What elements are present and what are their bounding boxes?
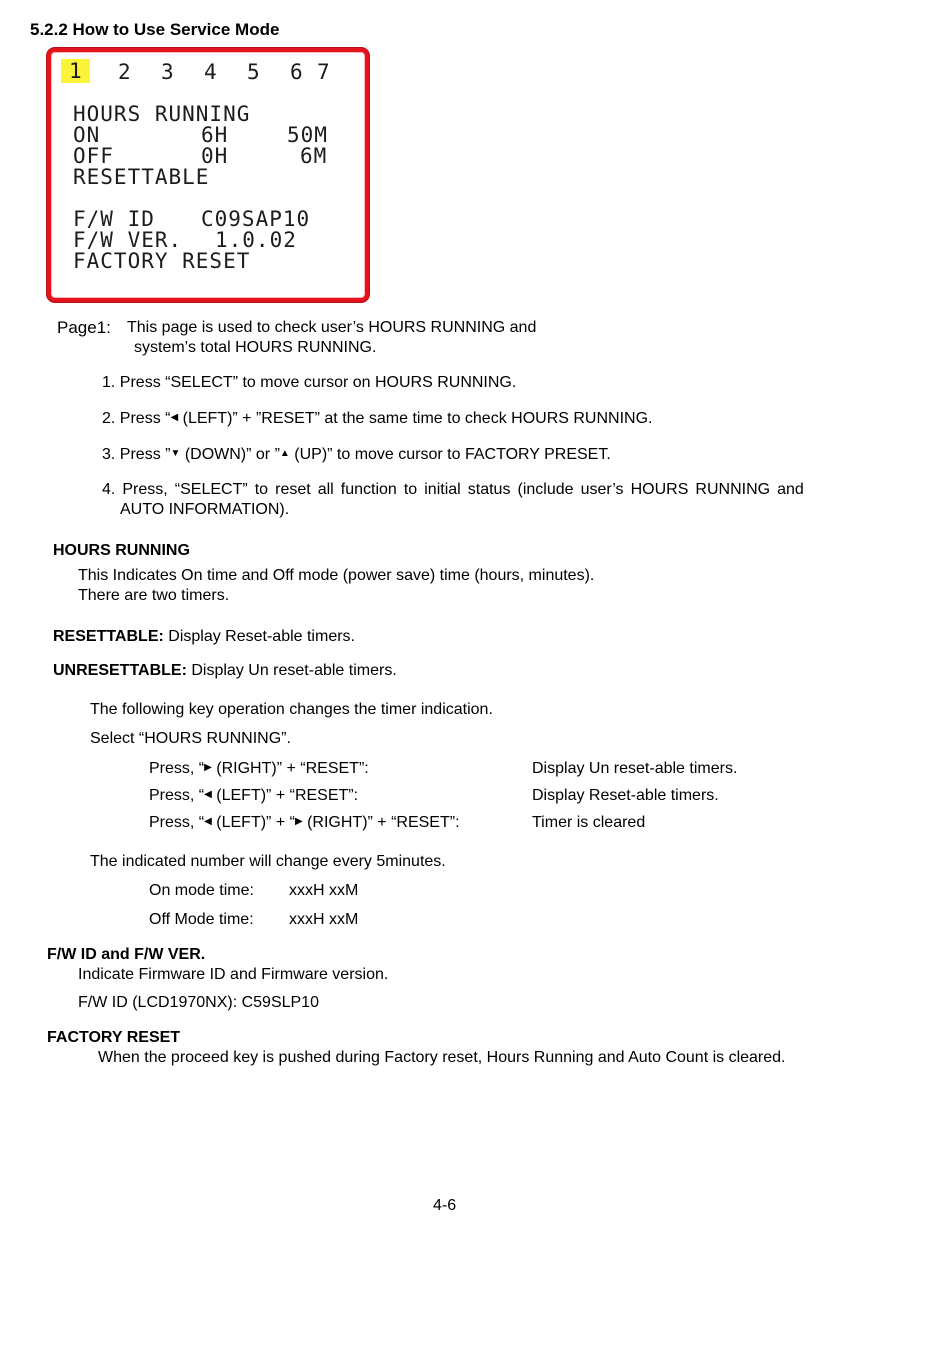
page1-line1: This page is used to check user’s HOURS RUNNING and: [127, 319, 537, 336]
unresettable-line: [53, 662, 397, 680]
fw-title: F/W ID and F/W VER.: [47, 946, 206, 963]
left-arrow-icon: ◀: [204, 816, 212, 827]
resettable-line: [53, 628, 355, 646]
key-op-row-1-result: Display Un reset-able timers.: [532, 760, 738, 777]
right-arrow-icon: ▶: [204, 762, 212, 773]
step-3-text-c: (UP)” to move cursor to FACTORY PRESET.: [289, 446, 611, 463]
resettable-text: Display Reset-able timers.: [163, 628, 355, 645]
osd-on-hours: 6H: [201, 123, 229, 147]
key-op-row-2: [149, 787, 358, 805]
key-op-row-1-b: (RIGHT)” + “RESET”:: [211, 760, 369, 777]
key-op-row-2-result: Display Reset-able timers.: [532, 787, 719, 804]
osd-on-minutes: 50M: [287, 123, 328, 147]
key-op-row-3: [149, 814, 460, 832]
key-op-row-3-result: Timer is cleared: [532, 814, 646, 831]
osd-fw-ver-value: 1.0.02: [215, 228, 297, 252]
osd-tab-5: 5: [247, 60, 260, 84]
osd-on-label: ON: [73, 123, 101, 147]
key-op-row-3-c: (RIGHT)” + “RESET”:: [302, 814, 460, 831]
key-op-row-2-b: (LEFT)” + “RESET”:: [211, 787, 359, 804]
osd-off-hours: 0H: [201, 144, 229, 168]
osd-fw-ver-label: F/W VER.: [73, 228, 183, 252]
down-arrow-icon: ▼: [170, 448, 181, 459]
osd-resettable: RESETTABLE: [73, 165, 210, 189]
step-2-text-a: 2. Press “: [102, 410, 171, 427]
key-op-line2: Select “HOURS RUNNING”.: [90, 730, 291, 747]
left-arrow-icon: ◀: [170, 412, 179, 423]
hours-running-title: HOURS RUNNING: [53, 542, 190, 559]
osd-tab-1: 1: [61, 59, 90, 83]
osd-off-minutes: 6M: [300, 144, 328, 168]
osd-fw-id-value: C09SAP10: [201, 207, 311, 231]
key-op-row-1-a: Press, “: [149, 760, 205, 777]
step-4-line1: 4. Press, “SELECT” to reset all function to initial status (include user’s HOURS RUNNING and: [102, 481, 804, 498]
step-1-text: 1. Press “SELECT” to move cursor on HOURS RUNNING.: [102, 374, 517, 391]
step-1: [102, 374, 516, 392]
osd-off-label: OFF: [73, 144, 114, 168]
factory-reset-title: FACTORY RESET: [47, 1029, 181, 1046]
step-3-text-a: 3. Press ”: [102, 446, 171, 463]
osd-screenshot: [47, 48, 369, 302]
step-2: [102, 410, 652, 428]
page1-line2: system’s total HOURS RUNNING.: [134, 339, 377, 356]
key-op-row-2-a: Press, “: [149, 787, 205, 804]
fw-line1: Indicate Firmware ID and Firmware version.: [78, 966, 389, 983]
step-4-line2: AUTO INFORMATION).: [120, 501, 290, 518]
left-arrow-icon: ◀: [204, 789, 212, 800]
key-op-row-1: [149, 760, 369, 778]
key-op-row-3-a: Press, “: [149, 814, 205, 831]
osd-tab-4: 4: [204, 60, 217, 84]
osd-tab-6: 6: [290, 60, 303, 84]
osd-title: HOURS RUNNING: [73, 102, 251, 126]
osd-factory-reset: FACTORY RESET: [73, 249, 251, 273]
key-op-row-3-b: (LEFT)” + “: [211, 814, 295, 831]
fw-line2: F/W ID (LCD1970NX): C59SLP10: [78, 994, 319, 1011]
off-mode-label: Off Mode time:: [149, 911, 254, 928]
osd-fw-id-label: F/W ID: [73, 207, 155, 231]
unresettable-text: Display Un reset-able timers.: [186, 662, 397, 679]
up-arrow-icon: ▲: [279, 448, 290, 459]
section-heading: 5.2.2 How to Use Service Mode: [30, 20, 280, 39]
hours-running-line2: There are two timers.: [78, 587, 230, 604]
step-3: [102, 446, 611, 464]
off-mode-value: xxxH xxM: [289, 911, 359, 928]
osd-tab-7: 7: [317, 60, 330, 84]
right-arrow-icon: ▶: [294, 816, 303, 827]
osd-tab-2: 2: [118, 60, 131, 84]
unresettable-label: UNRESETTABLE:: [53, 662, 187, 679]
page-number: 4-6: [433, 1197, 457, 1214]
on-mode-value: xxxH xxM: [289, 882, 359, 899]
hours-running-line1: This Indicates On time and Off mode (power save) time (hours, minutes).: [78, 567, 595, 584]
step-2-text-b: (LEFT)” + ”RESET” at the same time to check HOURS RUNNING.: [178, 410, 653, 427]
on-mode-label: On mode time:: [149, 882, 254, 899]
interval-line: The indicated number will change every 5minutes.: [90, 853, 446, 870]
page1-label: Page1:: [57, 318, 111, 337]
key-op-line1: The following key operation changes the timer indication.: [90, 701, 493, 718]
factory-reset-line: When the proceed key is pushed during Factory reset, Hours Running and Auto Count is cleared.: [98, 1049, 786, 1066]
osd-tab-3: 3: [161, 60, 174, 84]
resettable-label: RESETTABLE:: [53, 628, 164, 645]
step-3-text-b: (DOWN)” or ”: [180, 446, 280, 463]
